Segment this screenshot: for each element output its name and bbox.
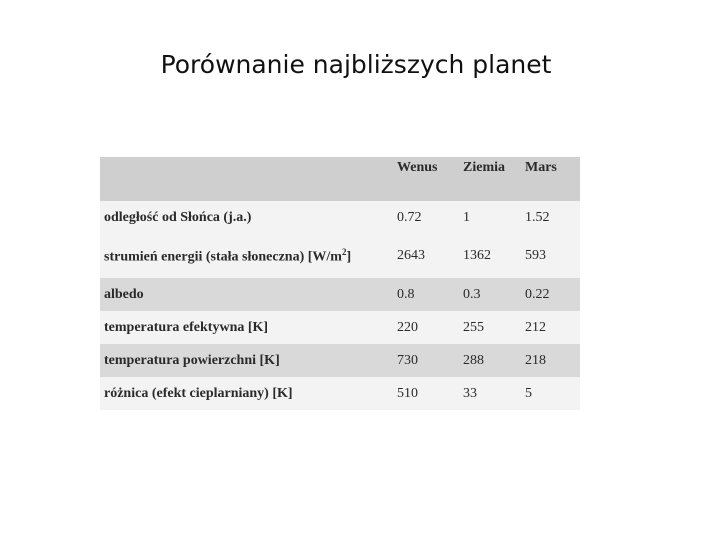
cell-venus: 220 — [397, 319, 418, 335]
planet-comparison-table — [100, 157, 580, 410]
table-row-albedo — [100, 278, 580, 311]
row-label: temperatura efektywna [K] — [104, 319, 269, 335]
header-empty-cell — [100, 157, 393, 201]
table-row-surface-temperature — [100, 344, 580, 377]
table-header-row — [100, 157, 580, 201]
row-label — [100, 234, 393, 278]
cell-mars: 218 — [525, 352, 546, 368]
cell-mars: 1.52 — [525, 209, 550, 225]
cell-mars: 0.22 — [525, 286, 550, 302]
row-label-superscript: 2 — [341, 246, 347, 257]
table-row-distance — [100, 201, 580, 234]
cell-mars: 212 — [525, 319, 546, 335]
cell-venus: 730 — [397, 352, 418, 368]
cell-venus: 510 — [397, 385, 418, 401]
row-label: różnica (efekt cieplarniany) [K] — [104, 385, 293, 401]
header-mars: Mars — [525, 160, 557, 175]
header-venus: Wenus — [397, 160, 438, 175]
slide-title: Porównanie najbliższych planet — [160, 50, 552, 79]
row-label: albedo — [104, 286, 144, 302]
cell-earth: 33 — [463, 385, 477, 401]
cell-earth: 255 — [463, 319, 484, 335]
table-row-effective-temperature — [100, 311, 580, 344]
cell-earth: 288 — [463, 352, 484, 368]
header-earth: Ziemia — [463, 160, 505, 175]
table-row-energy-flux — [100, 234, 580, 278]
cell-earth: 0.3 — [463, 286, 481, 302]
cell-mars: 593 — [525, 248, 546, 263]
cell-earth: 1 — [463, 209, 470, 225]
row-label-text: strumień energii (stała słoneczna) [W/m — [104, 249, 342, 265]
cell-venus: 0.8 — [397, 286, 415, 302]
table-row-greenhouse-difference — [100, 377, 580, 410]
cell-venus: 2643 — [397, 248, 425, 263]
cell-venus: 0.72 — [397, 209, 422, 225]
row-label: odległość od Słońca (j.a.) — [104, 209, 252, 225]
cell-earth: 1362 — [463, 248, 491, 263]
row-label: temperatura powierzchni [K] — [104, 352, 280, 368]
row-label-end: ] — [346, 249, 352, 265]
cell-mars: 5 — [525, 385, 532, 401]
